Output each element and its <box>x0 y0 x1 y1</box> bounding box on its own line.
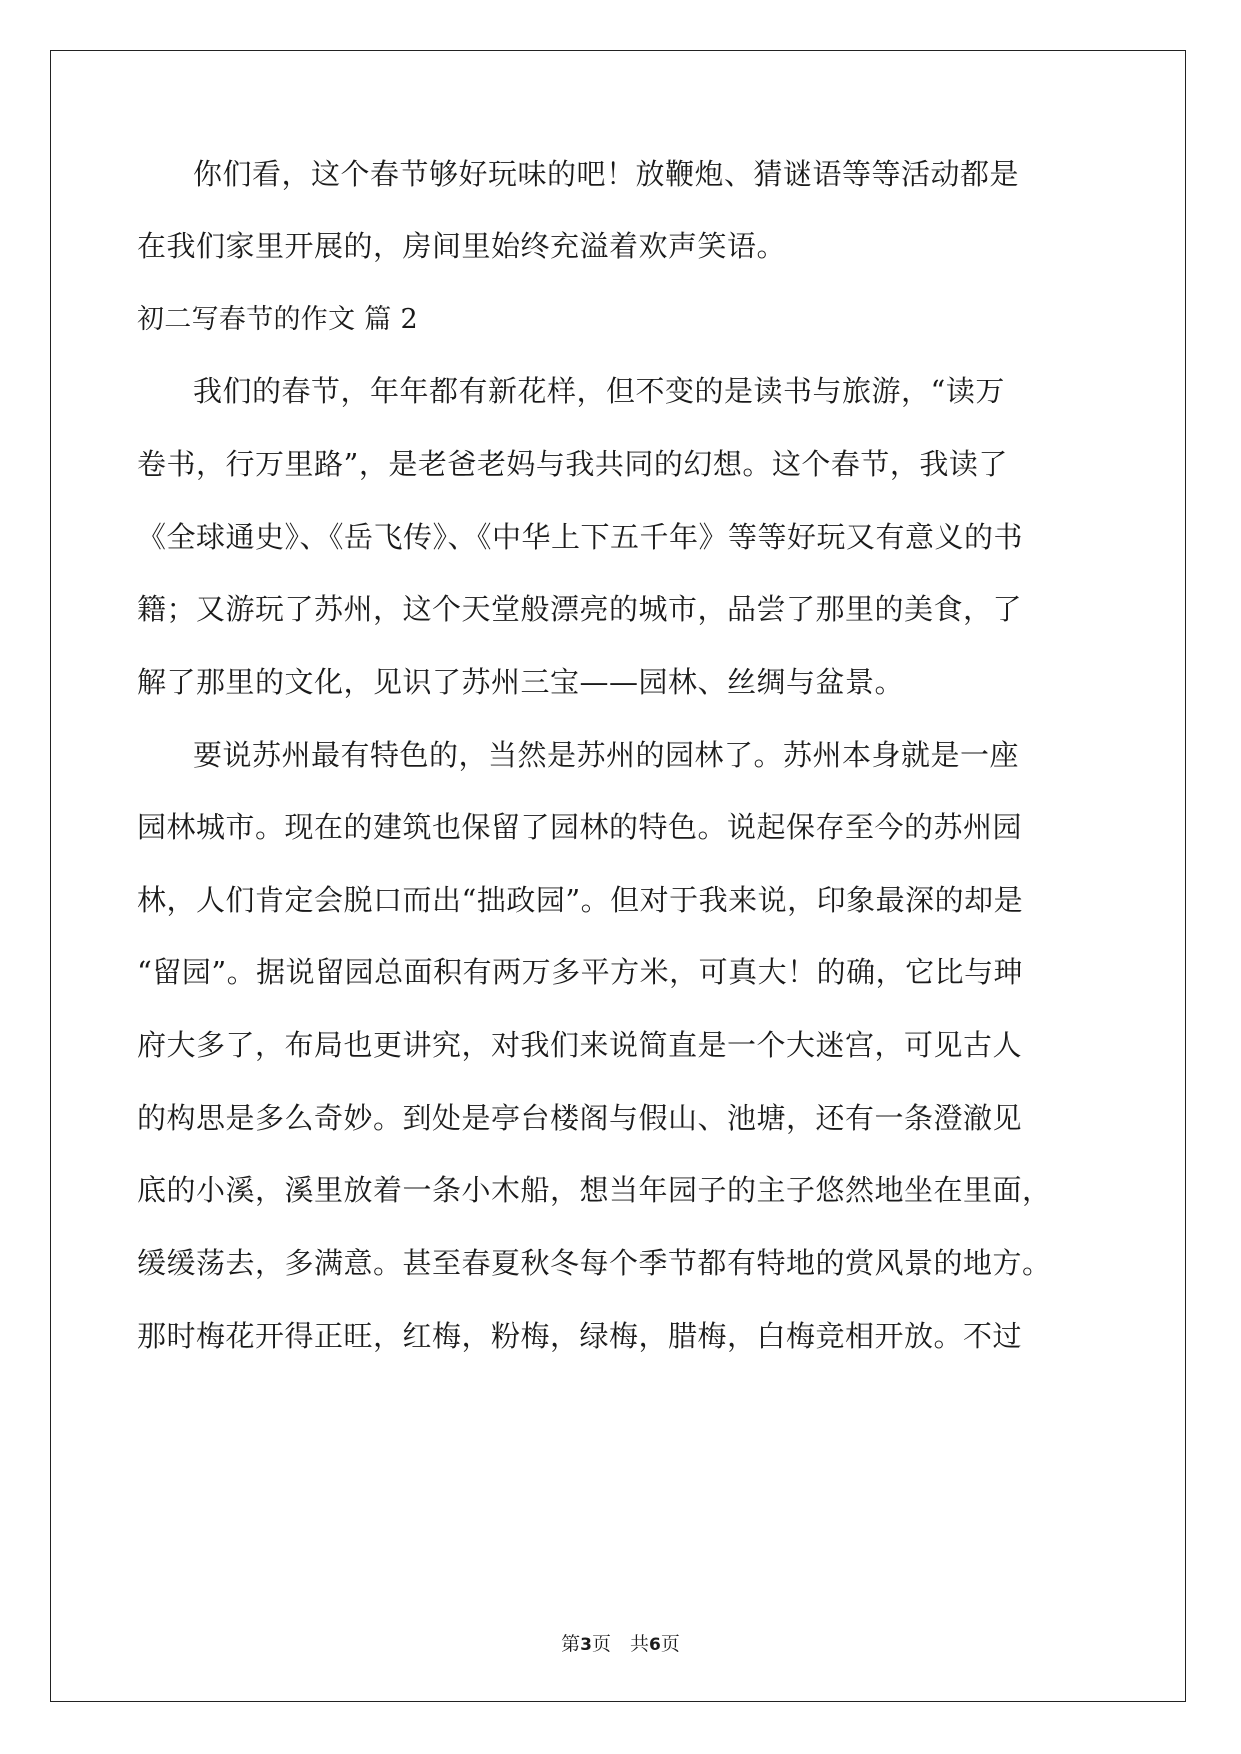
paragraph-line: 缓缓荡去，多满意。甚至春夏秋冬每个季节都有特地的赏风景的地方。 <box>137 1246 1052 1280</box>
paragraph-line: 在我们家里开展的，房间里始终充溢着欢声笑语。 <box>137 229 787 263</box>
page-total: 6 <box>649 1635 661 1655</box>
paragraph-line: 园林城市。现在的建筑也保留了园林的特色。说起保存至今的苏州园 <box>137 810 1023 844</box>
paragraph-line: 你们看，这个春节够好玩味的吧！放鞭炮、猜谜语等等活动都是 <box>193 157 1020 191</box>
section-heading: 初二写春节的作文 篇 2 <box>137 304 418 335</box>
paragraph-line: 林，人们肯定会脱口而出“拙政园”。但对于我来说，印象最深的却是 <box>137 883 1024 917</box>
paragraph-line: 解了那里的文化，见识了苏州三宝——园林、丝绸与盆景。 <box>137 665 905 699</box>
paragraph-line: “留园”。据说留园总面积有两万多平方米，可真大！的确，它比与珅 <box>137 955 1024 989</box>
page-border <box>50 50 1186 1702</box>
page-current: 3 <box>580 1635 592 1655</box>
paragraph-line: 籍；又游玩了苏州，这个天堂般漂亮的城市，品尝了那里的美食，了 <box>137 592 1023 626</box>
page-footer <box>0 1632 1241 1657</box>
paragraph-line: 要说苏州最有特色的，当然是苏州的园林了。苏州本身就是一座 <box>193 738 1020 772</box>
paragraph-line: 的构思是多么奇妙。到处是亭台楼阁与假山、池塘，还有一条澄澈见 <box>137 1101 1023 1135</box>
paragraph-line: 《全球通史》、《岳飞传》、《中华上下五千年》等等好玩又有意义的书 <box>137 520 1024 554</box>
paragraph-line: 底的小溪，溪里放着一条小木船，想当年园子的主子悠然地坐在里面， <box>137 1173 1052 1207</box>
page-prefix: 第 <box>561 1633 581 1655</box>
paragraph-line: 我们的春节，年年都有新花样，但不变的是读书与旅游，“读万 <box>193 374 1005 408</box>
paragraph-line: 卷书，行万里路”，是老爸老妈与我共同的幻想。这个春节，我读了 <box>137 447 1008 481</box>
paragraph-line: 那时梅花开得正旺，红梅，粉梅，绿梅，腊梅，白梅竞相开放。不过 <box>137 1319 1023 1353</box>
page-suffix: 页 <box>660 1633 680 1655</box>
paragraph-line: 府大多了，布局也更讲究，对我们来说简直是一个大迷宫，可见古人 <box>137 1028 1023 1062</box>
page-mid: 页 共 <box>591 1633 649 1655</box>
